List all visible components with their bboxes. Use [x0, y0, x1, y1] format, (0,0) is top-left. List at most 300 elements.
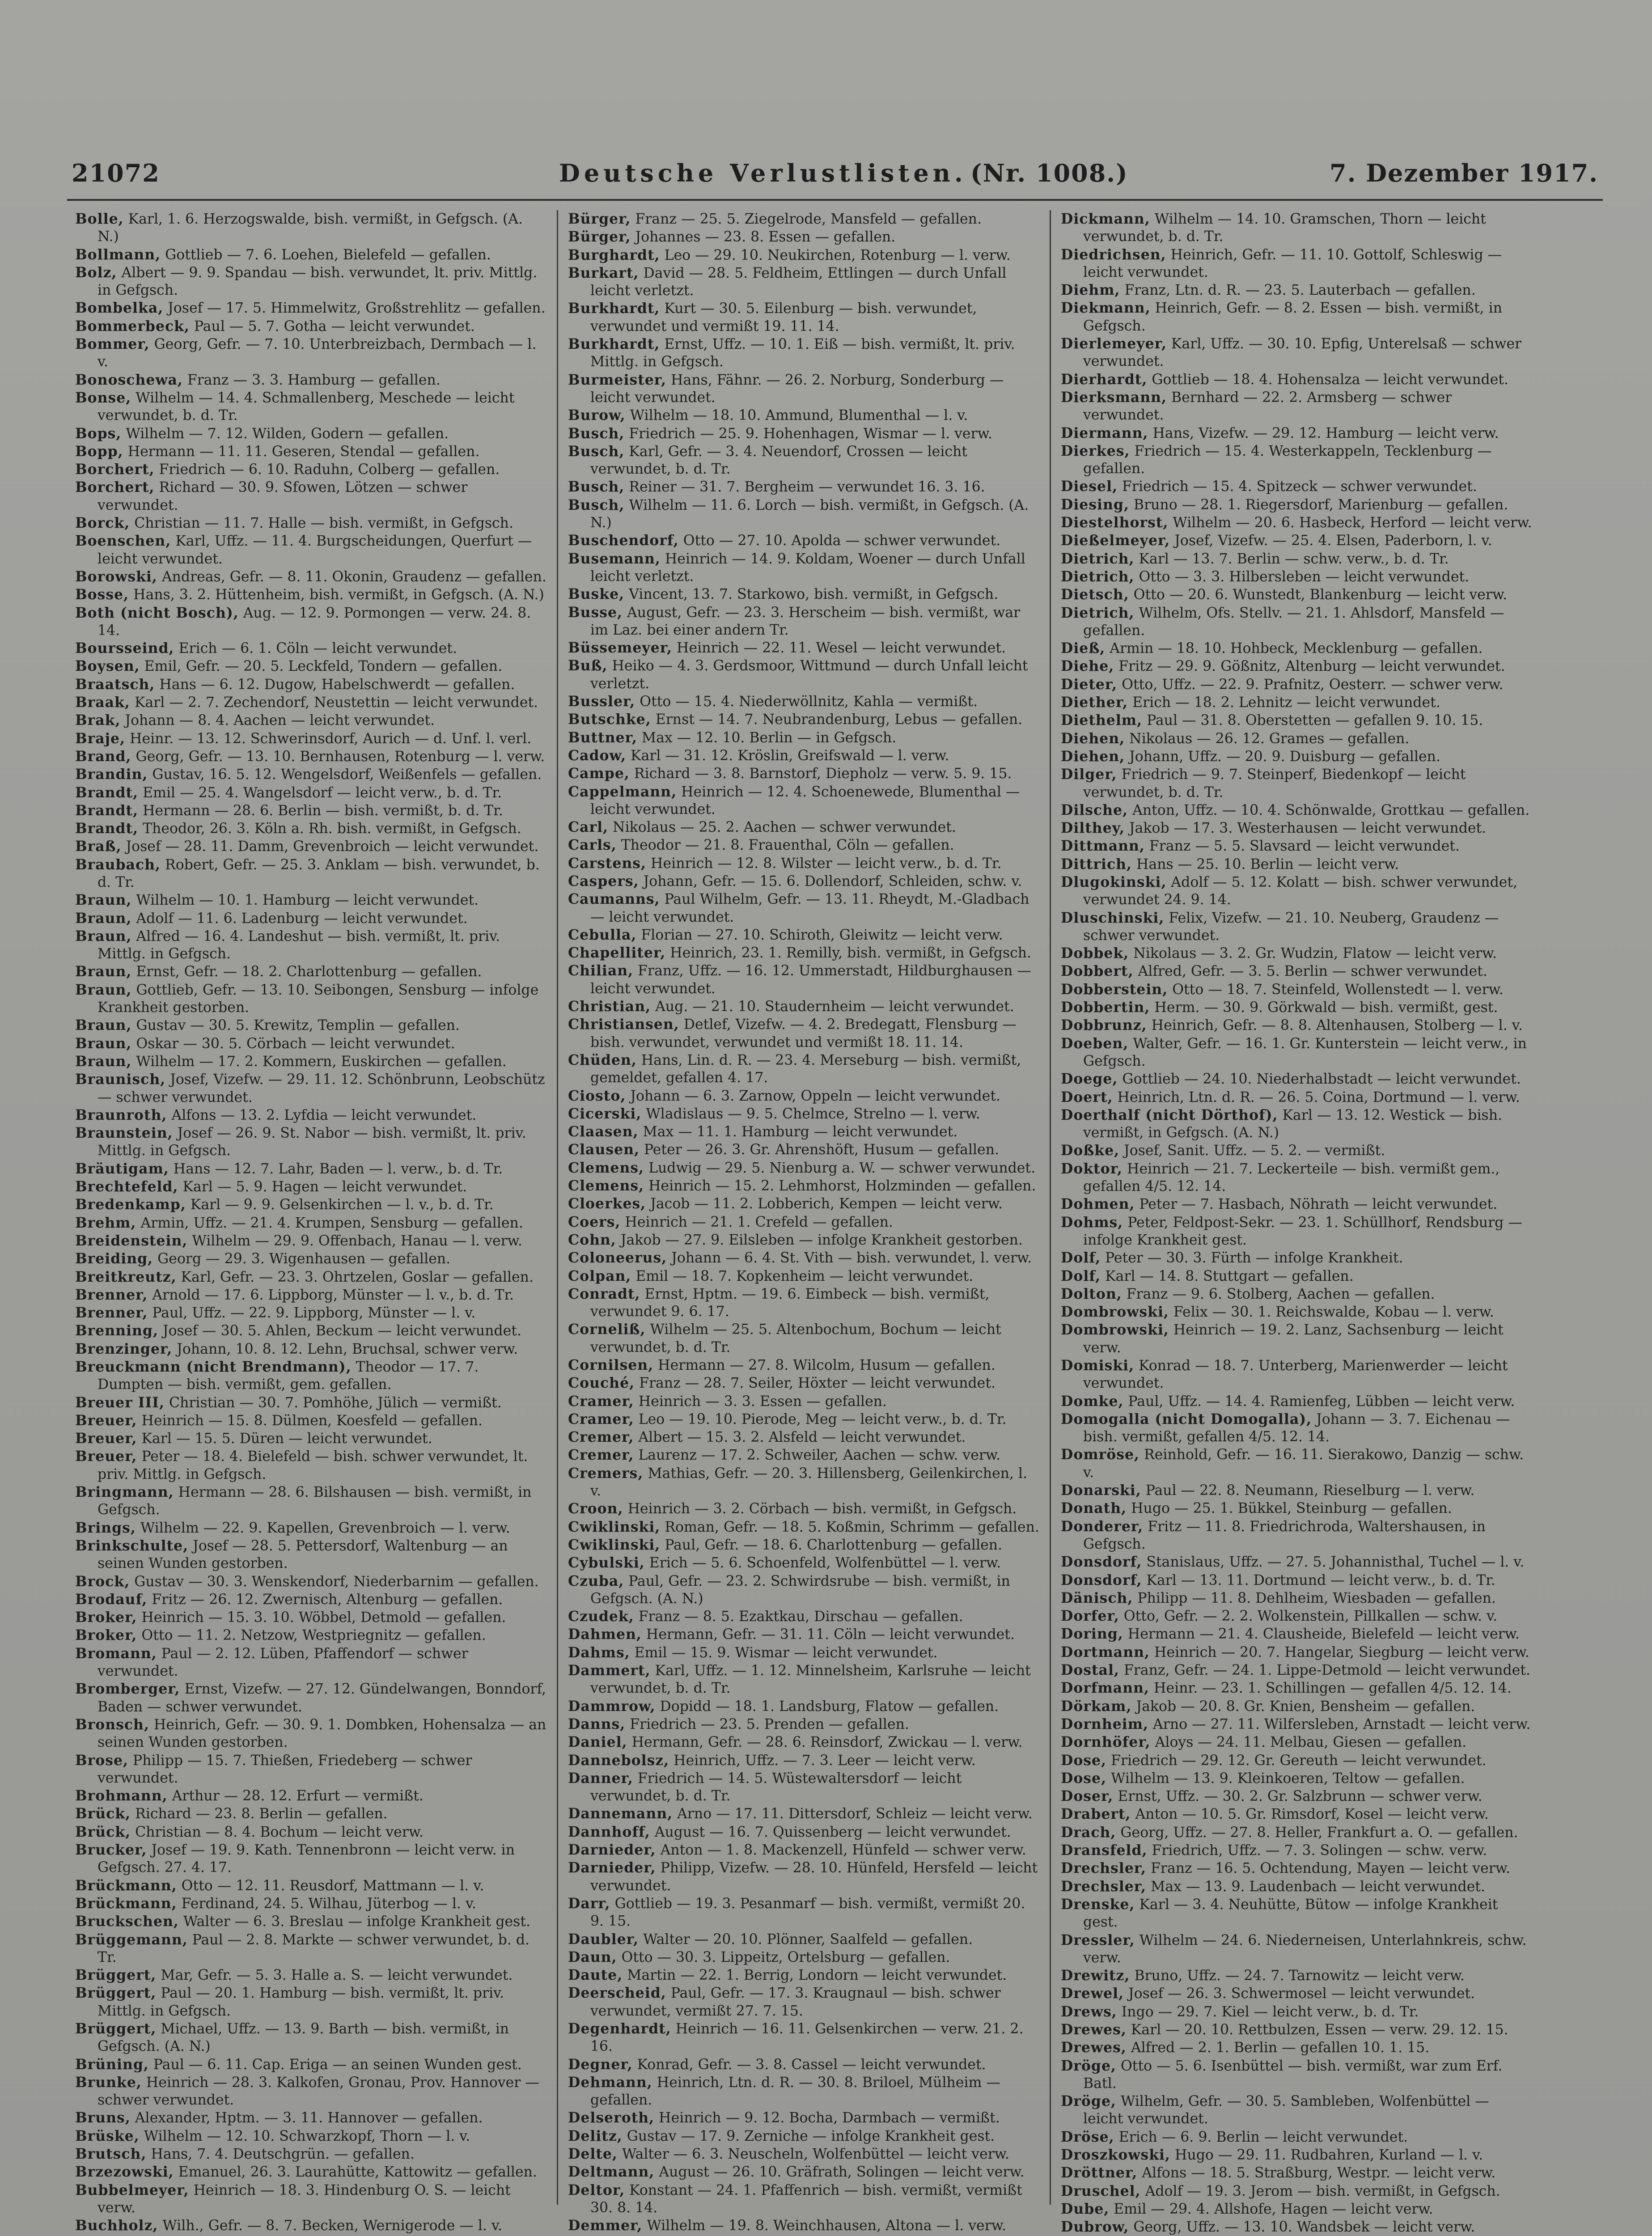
casualty-entry [568, 1518, 1040, 1536]
casualty-entry [568, 1715, 1040, 1733]
entry-surname: Dressler, [1061, 1931, 1135, 1948]
entry-details: Karl — 2. 7. Zechendorf, Neustettin — leicht verwundet. [130, 695, 538, 711]
entry-details: Georg, Gefr. — 7. 10. Unterbreizbach, Dermbach — l. v. [97, 336, 537, 370]
entry-surname: Doert, [1061, 1088, 1113, 1105]
entry-details: Fritz — 29. 9. Gößnitz, Altenburg — leicht verwundet. [1114, 658, 1505, 675]
casualty-entry [1061, 2039, 1533, 2057]
entry-surname: Busch, [568, 496, 625, 513]
casualty-entry [75, 1016, 547, 1034]
issue-date: 7. Dezember 1917. [1330, 159, 1598, 187]
entry-surname: Deerscheid, [568, 1985, 666, 2002]
entry-surname: Darr, [568, 1895, 610, 1912]
entry-details: Oskar — 30. 5. Cörbach — leicht verwundet. [131, 1035, 455, 1052]
entry-details: August, Gefr. — 23. 3. Herscheim — bish. vermißt, war im Laz. bei einer andern Tr. [590, 604, 1021, 638]
entry-details: Leo — 19. 10. Pierode, Meg — leicht verw., b. d. Tr. [634, 1411, 1007, 1427]
casualty-entry [75, 2217, 547, 2235]
entry-details: Friedrich — 23. 5. Prenden — gefallen. [625, 1716, 909, 1732]
entry-surname: Brings, [75, 1519, 136, 1536]
entry-details: Heinrich — 16. 11. Gelsenkirchen — verw. 21. 2. 16. [590, 2020, 1024, 2055]
entry-surname: Dortmann, [1061, 1643, 1150, 1660]
entry-surname: Bolle, [75, 211, 124, 227]
entry-surname: Corneliß, [568, 1321, 646, 1338]
entry-details: Erich — 18. 2. Lehnitz — leicht verwundet. [1128, 695, 1440, 711]
casualty-entry [1061, 1931, 1533, 1967]
entry-details: Hermann — 28. 6. Bilshausen — bish. vermißt, in Gefgsch. [97, 1484, 532, 1518]
entry-details: Walter — 6. 3. Breslau — infolge Krankheit gest. [178, 1914, 531, 1930]
casualty-entry [1061, 532, 1533, 550]
entry-surname: Bronsch, [75, 1716, 149, 1733]
casualty-entry [1061, 1805, 1533, 1823]
casualty-entry [568, 944, 1040, 962]
entry-details: Karl — 31. 12. Kröslin, Greifswald — l. verw. [626, 747, 949, 764]
entry-surname: Dittrich, [1061, 855, 1132, 872]
entry-details: Aloys — 24. 11. Melbau, Giesen — gefallen. [1150, 1734, 1467, 1751]
entry-details: Alfred — 16. 4. Landeshut — bish. vermißt, lt. priv. Mittlg. in Gefgsch. [97, 928, 500, 962]
entry-details: Franz, Uffz. — 16. 12. Ummerstadt, Hildburghausen — leicht verwundet. [590, 963, 1031, 997]
entry-details: Gustav, 16. 5. 12. Wengelsdorf, Weißenfels — gefallen. [148, 767, 542, 783]
entry-surname: Breitkreutz, [75, 1268, 177, 1285]
entry-details: Aug. — 21. 10. Staudernheim — leicht verwundet. [651, 999, 1014, 1015]
entry-details: Hermann — 27. 8. Wilcolm, Husum — gefallen. [653, 1357, 995, 1373]
entry-details: Hans — 12. 7. Lahr, Baden — l. verw., b. d. Tr. [169, 1160, 503, 1177]
casualty-entry [568, 1859, 1040, 1895]
entry-details: Otto — 20. 6. Wunstedt, Blankenburg — leicht verw. [1129, 587, 1508, 603]
entry-surname: Dilthey, [1061, 820, 1125, 837]
entry-surname: Dänisch, [1061, 1589, 1133, 1606]
entry-details: Hans — 25. 10. Berlin — leicht verw. [1132, 856, 1399, 872]
entry-details: Reiner — 31. 7. Bergheim — verwundet 16. 3. 16. [624, 479, 985, 495]
entry-surname: Busch, [568, 443, 625, 460]
casualty-entry [568, 585, 1040, 603]
casualty-entry [1061, 1249, 1533, 1267]
casualty-entry [75, 1304, 547, 1322]
entry-details: David — 28. 5. Feldheim, Ettlingen — durch Unfall leicht verletzt. [590, 265, 1007, 299]
casualty-entry [568, 926, 1040, 944]
entry-surname: Czuba, [568, 1572, 624, 1589]
entry-surname: Dluschinski, [1061, 909, 1165, 926]
casualty-entry [75, 1823, 547, 1841]
entry-surname: Cwiklinski, [568, 1518, 661, 1535]
entry-details: Wilhelm — 17. 2. Kommern, Euskirchen — gefallen. [131, 1053, 507, 1070]
entry-details: Max — 12. 10. Berlin — in Gefgsch. [637, 729, 897, 746]
casualty-entry [568, 1231, 1040, 1249]
entry-surname: Ciosto, [568, 1087, 626, 1104]
entry-details: Ernst, Uffz. — 10. 1. Eiß — bish. vermißt, lt. priv. Mittlg. in Gefgsch. [590, 336, 1015, 370]
entry-details: Josef — 26. 3. Schwermosel — leicht verwundet. [1124, 1986, 1475, 2002]
casualty-entry [568, 639, 1040, 657]
entry-details: Arno — 27. 11. Wilfersleben, Arnstadt — leicht verw. [1148, 1716, 1531, 1732]
entry-surname: Cramer, [568, 1410, 634, 1427]
entry-details: Otto — 3. 3. Hilbersleben — leicht verwundet. [1134, 568, 1470, 585]
entry-surname: Dießelmeyer, [1061, 532, 1170, 549]
casualty-entry [1061, 2092, 1533, 2128]
entry-details: Georg, Uffz. — 27. 8. Heller, Frankfurt a. O. — gefallen. [1116, 1824, 1518, 1841]
entry-surname: Brüning, [75, 2056, 149, 2073]
entry-details: Ernst, Hptm. — 19. 6. Eimbeck — bish. vermißt, verwundet 9. 6. 17. [590, 1286, 990, 1320]
casualty-entry [1061, 748, 1533, 766]
entry-details: Karl — 3. 4. Neuhütte, Bütow — infolge Krankheit gest. [1083, 1896, 1498, 1931]
entry-surname: Cwiklinski, [568, 1536, 661, 1553]
casualty-entry [75, 443, 547, 461]
casualty-entry [568, 1177, 1040, 1195]
casualty-entry [1061, 550, 1533, 568]
entry-details: Karl — 13. 11. Dortmund — leicht verw., b. d. Tr. [1142, 1572, 1495, 1588]
entry-details: Nikolaus — 3. 2. Gr. Wudzin, Flatow — leicht verw. [1129, 945, 1497, 962]
casualty-entry [568, 1213, 1040, 1231]
casualty-entry [75, 1124, 547, 1160]
entry-details: Heinrich — 9. 12. Bocha, Darmbach — vermißt. [654, 2110, 1000, 2126]
casualty-entry [1061, 1303, 1533, 1321]
entry-details: Karl — 9. 9. Gelsenkirchen — l. v., b. d. Tr. [186, 1197, 494, 1213]
casualty-entry [75, 1877, 547, 1895]
entry-details: Karl, Gefr. — 3. 4. Neuendorf, Crossen — leicht verwundet, b. d. Tr. [590, 443, 967, 478]
entry-surname: Dietrich, [1061, 568, 1135, 585]
entry-surname: Brück, [75, 1823, 131, 1840]
casualty-entry [75, 784, 547, 802]
entry-details: Heinrich — 19. 2. Lanz, Sachsenburg — leicht verw. [1083, 1322, 1504, 1356]
entry-details: Bernhard — 22. 2. Armsberg — schwer verwundet. [1083, 389, 1452, 423]
entry-surname: Donsdorf, [1061, 1571, 1142, 1588]
entry-details: Georg, Gefr. — 13. 10. Bernhausen, Rotenburg — l. verw. [131, 748, 545, 765]
entry-surname: Braje, [75, 730, 126, 747]
entry-details: Richard — 30. 9. Sfowen, Lötzen — schwer verwundet. [97, 479, 468, 513]
entry-surname: Drach, [1061, 1824, 1116, 1841]
entry-details: Alexander, Hptm. — 3. 11. Hannover — gefallen. [130, 2110, 483, 2126]
entry-details: Alfons — 13. 2. Lyfdia — leicht verwundet. [167, 1107, 477, 1123]
entry-surname: Bussler, [568, 693, 635, 710]
entry-details: Paul, Uffz. — 14. 4. Ramienfeg, Lübben — leicht verw. [1123, 1393, 1515, 1410]
entry-details: Heinrich — 18. 3. Hindenburg O. S. — leicht verw. [97, 2182, 511, 2216]
casualty-entry [568, 1249, 1040, 1267]
casualty-entry [1061, 801, 1533, 819]
entry-surname: Braunroth, [75, 1106, 167, 1123]
entry-details: Ernst — 14. 7. Neubrandenburg, Lebus — gefallen. [651, 711, 1023, 728]
entry-surname: Brandt, [75, 820, 139, 837]
casualty-entry [75, 1626, 547, 1644]
casualty-entry [568, 1752, 1040, 1770]
casualty-entry [75, 1841, 547, 1877]
casualty-entry [75, 246, 547, 264]
page-header [72, 159, 1598, 195]
casualty-entry [568, 1446, 1040, 1464]
casualty-entry [1061, 1070, 1533, 1088]
entry-surname: Dobberstein, [1061, 981, 1168, 998]
entry-details: Wilhelm — 22. 9. Kapellen, Grevenbroich — l. verw. [136, 1520, 510, 1536]
casualty-entry [75, 264, 547, 300]
entry-surname: Diehen, [1061, 748, 1125, 765]
casualty-entry [75, 2056, 547, 2074]
entry-details: Franz — 16. 5. Ochtendung, Mayen — leicht verw. [1146, 1860, 1511, 1877]
entry-details: Heiko — 4. 3. Gerdsmoor, Wittmund — durch Unfall leicht verletzt. [590, 658, 1028, 692]
entry-surname: Deltmann, [568, 2164, 655, 2181]
entry-details: Hugo — 25. 1. Bükkel, Steinburg — gefallen. [1127, 1500, 1452, 1517]
entry-surname: Brenner, [75, 1304, 148, 1321]
entry-surname: Diether, [1061, 694, 1128, 711]
entry-surname: Coloneerus, [568, 1249, 667, 1266]
entry-surname: Brenning, [75, 1322, 158, 1339]
entry-details: Heinrich — 3. 3. Essen — gefallen. [634, 1393, 887, 1410]
casualty-entry [568, 210, 1040, 228]
casualty-entry [75, 802, 547, 820]
casualty-entry [568, 1823, 1040, 1841]
casualty-entry [568, 1554, 1040, 1572]
casualty-column-1 [75, 210, 547, 2234]
entry-surname: Clemens, [568, 1159, 644, 1176]
casualty-entry [568, 1966, 1040, 1984]
casualty-entry [1061, 873, 1533, 909]
entry-surname: Clemens, [568, 1177, 644, 1194]
entry-details: Franz — 28. 7. Seiler, Höxter — leicht verwundet. [635, 1375, 995, 1392]
entry-details: Albert — 15. 3. 2. Alsfeld — leicht verwundet. [634, 1429, 966, 1446]
entry-details: Paul — 31. 8. Oberstetten — gefallen 9. 10. 15. [1142, 712, 1483, 729]
casualty-entry [75, 335, 547, 371]
entry-details: Max — 13. 9. Laudenbach — leicht verwundet. [1146, 1878, 1485, 1895]
casualty-entry [568, 1984, 1040, 2020]
entry-surname: Braubach, [75, 856, 161, 873]
entry-details: Otto — 5. 6. Isenbüttel — bish. vermißt, war zum Erf. Batl. [1083, 2058, 1503, 2092]
entry-details: Paul, Uffz. — 22. 9. Lippborg, Münster — l. v. [148, 1305, 476, 1321]
entry-details: Josef, Sanit. Uffz. — 5. 2. — vermißt. [1119, 1143, 1385, 1159]
entry-details: Otto — 18. 7. Steinfeld, Wollenstedt — l. verw. [1168, 981, 1504, 998]
casualty-entry [75, 2074, 547, 2109]
casualty-entry [75, 1053, 547, 1071]
entry-surname: Demmer, [568, 2217, 643, 2234]
entry-surname: Domke, [1061, 1393, 1124, 1410]
casualty-entry [75, 1071, 547, 1106]
entry-surname: Bonoschewa, [75, 371, 183, 388]
entry-surname: Brandin, [75, 766, 148, 783]
entry-surname: Brüggert, [75, 2020, 157, 2037]
entry-details: August — 26. 10. Gräfrath, Solingen — leicht verw. [654, 2164, 1025, 2181]
entry-surname: Cebulla, [568, 926, 637, 943]
entry-surname: Chilian, [568, 962, 634, 979]
entry-surname: Buschendorf, [568, 532, 679, 549]
entry-details: Robert, Gefr. — 25. 3. Anklam — bish. verwundet, b. d. Tr. [97, 856, 540, 890]
entry-surname: Dombrowski, [1061, 1321, 1169, 1338]
entry-details: Otto, Uffz. — 22. 9. Prafnitz, Oesterr. — schwer verw. [1117, 676, 1504, 693]
entry-details: Heinrich, Gefr. — 30. 9. 1. Dombken, Hohensalza — an seinen Wunden gestorben. [97, 1716, 546, 1751]
entry-surname: Dohmen, [1061, 1196, 1135, 1213]
entry-surname: Colpan, [568, 1267, 631, 1284]
entry-details: Gottlieb, Gefr. — 13. 10. Seibongen, Sensburg — infolge Krankheit gestorben. [97, 982, 539, 1016]
casualty-entry [1061, 1698, 1533, 1715]
casualty-entry [75, 604, 547, 640]
entry-details: Gustav — 30. 5. Krewitz, Templin — gefallen. [131, 1017, 460, 1034]
casualty-entry [75, 2109, 547, 2127]
entry-details: Adolf — 5. 12. Kolatt — bish. schwer verwundet, verwundet 24. 9. 14. [1083, 874, 1518, 908]
entry-details: Josef, Vizefw. — 25. 4. Elsen, Paderborn, l. v. [1170, 533, 1492, 549]
entry-surname: Dolton, [1061, 1285, 1122, 1302]
casualty-entry [1061, 1357, 1533, 1393]
casualty-entry [75, 532, 547, 568]
entry-surname: Diehe, [1061, 658, 1114, 675]
entry-details: Otto — 11. 2. Netzow, Westpriegnitz — gefallen. [137, 1627, 486, 1644]
casualty-entry [1061, 2164, 1533, 2182]
casualty-entry [1061, 2200, 1533, 2218]
entry-details: Walter, Gefr. — 16. 1. Gr. Kunterstein — leicht verw., in Gefgsch. [1083, 1035, 1527, 1069]
casualty-entry [568, 1500, 1040, 1518]
entry-details: Josef — 19. 9. Kath. Tennenbronn — leicht verw. in Gefgsch. 27. 4. 17. [97, 1842, 515, 1876]
entry-details: Karl — 13. 12. Westick — bish. vermißt, in Gefgsch. (A. N.) [1083, 1107, 1503, 1141]
entry-details: Jakob — 20. 8. Gr. Knien, Bensheim — gefallen. [1131, 1698, 1475, 1715]
entry-surname: Bommerbeck, [75, 318, 190, 335]
entry-details: Karl — 5. 9. Hagen — leicht verwundet. [178, 1179, 467, 1195]
entry-details: Anton, Uffz. — 10. 4. Schönwalde, Grottkau — gefallen. [1128, 802, 1530, 818]
entry-surname: Donarski, [1061, 1482, 1141, 1499]
entry-details: Walter — 6. 3. Neuscheln, Wolfenbüttel — leicht verw. [617, 2146, 1010, 2163]
entry-surname: Borowski, [75, 568, 157, 585]
entry-surname: Bommer, [75, 336, 150, 353]
casualty-entry [1061, 694, 1533, 711]
casualty-entry [568, 1698, 1040, 1715]
casualty-entry [75, 1966, 547, 1984]
entry-surname: Delitz, [568, 2127, 623, 2144]
casualty-entry [568, 998, 1040, 1016]
casualty-entry [75, 748, 547, 766]
casualty-entry [1061, 2218, 1533, 2236]
casualty-entry [1061, 1321, 1533, 1357]
entry-details: Hans, 7. 4. Deutschgrün. — gefallen. [146, 2146, 415, 2163]
casualty-entry [1061, 246, 1533, 282]
casualty-entry [75, 1573, 547, 1591]
entry-details: Peter — 7. Hasbach, Nöhrath — leicht verwundet. [1135, 1196, 1498, 1213]
entry-surname: Daute, [568, 1967, 623, 1984]
entry-details: Heinrich, 23. 1. Remilly, bish. vermißt, in Gefgsch. [665, 945, 1032, 961]
casualty-entry [1061, 1842, 1533, 1859]
entry-surname: Bosse, [75, 586, 129, 603]
casualty-entry [75, 910, 547, 927]
entry-details: Felix, Vizefw. — 21. 10. Neuberg, Graudenz — schwer verwundet. [1083, 910, 1499, 944]
entry-details: Felix — 30. 1. Reichswalde, Kobau — l. verw. [1169, 1304, 1494, 1321]
casualty-entry [568, 407, 1040, 424]
entry-surname: Brehm, [75, 1214, 136, 1231]
entry-surname: Drechsler, [1061, 1860, 1147, 1877]
entry-details: Karl — 15. 5. Düren — leicht verwundet. [137, 1431, 432, 1447]
entry-details: Wilhelm — 24. 6. Niederneisen, Unterlahnkreis, schw. verw. [1083, 1932, 1527, 1966]
entry-surname: Coers, [568, 1213, 621, 1230]
entry-surname: Breuer, [75, 1448, 137, 1465]
casualty-entry [1061, 1518, 1533, 1554]
casualty-entry [75, 1787, 547, 1805]
entry-surname: Braatsch, [75, 676, 155, 693]
entry-details: Gottlieb — 18. 4. Hohensalza — leicht verwundet. [1147, 371, 1508, 388]
entry-details: Hans — 6. 12. Dugow, Habelschwerdt — gefallen. [155, 676, 515, 693]
entry-details: Josef — 28. 11. Damm, Grevenbroich — leicht verwundet. [121, 838, 539, 855]
entry-details: Heinrich — 21. 7. Leckerteile — bish. vermißt gem., gefallen 4/5. 12. 14. [1083, 1160, 1500, 1195]
entry-details: Wilhelm — 19. 8. Weinchhausen, Altona — l. verw. [642, 2218, 1006, 2234]
entry-surname: Brandt, [75, 802, 139, 819]
entry-details: Karl, Gefr. — 23. 3. Ohrtzelen, Goslar — gefallen. [176, 1269, 534, 1285]
entry-surname: Brinkschulte, [75, 1537, 189, 1554]
entry-details: Theodor — 17. 7. Dumpten — bish. vermißt, gem. gefallen. [97, 1359, 479, 1393]
casualty-entry [1061, 1088, 1533, 1106]
casualty-entry [75, 2127, 547, 2145]
casualty-entry [1061, 981, 1533, 999]
casualty-entry [75, 2145, 547, 2163]
casualty-entry [568, 1051, 1040, 1087]
entry-surname: Cremer, [568, 1429, 634, 1446]
entry-details: Hugo — 29. 11. Rudbahren, Kurland — l. v. [1170, 2147, 1483, 2164]
entry-details: Karl — 20. 10. Rettbulzen, Essen — verw. 29. 12. 15. [1126, 2021, 1508, 2038]
entry-details: Michael, Uffz. — 13. 9. Barth — bish. vermißt, in Gefgsch. (A. N.) [97, 2020, 509, 2055]
page-number: 21072 [72, 159, 160, 187]
casualty-entry [1061, 999, 1533, 1016]
entry-details: Heinrich, Gefr. — 11. 10. Gottolf, Schleswig — leicht verwundet. [1083, 246, 1502, 280]
casualty-entry [1061, 676, 1533, 694]
entry-surname: Dröse, [1061, 2128, 1114, 2145]
entry-surname: Busse, [568, 604, 623, 621]
entry-details: Armin — 18. 10. Hohbeck, Mecklenburg — gefallen. [1105, 640, 1483, 657]
entry-details: Heinrich — 15. 8. Dülmen, Koesfeld — gefallen. [137, 1412, 483, 1429]
entry-surname: Braun, [75, 1017, 132, 1034]
entry-details: Paul — 2. 8. Markte — schwer verwundet, b. d. Tr. [97, 1931, 529, 1965]
column-divider [557, 210, 558, 2205]
entry-surname: Dorfmann, [1061, 1680, 1149, 1697]
entry-details: Heinrich — 14. 9. Koldam, Woener — durch Unfall leicht verletzt. [590, 551, 1025, 584]
casualty-entry [568, 1805, 1040, 1823]
casualty-entry [75, 299, 547, 317]
entry-surname: Diesing, [1061, 496, 1129, 513]
entry-surname: Broker, [75, 1609, 137, 1626]
entry-surname: Christian, [568, 998, 651, 1015]
entry-details: Konrad, Gefr. — 3. 8. Cassel — leicht verwundet. [632, 2056, 986, 2073]
entry-surname: Dolf, [1061, 1249, 1101, 1266]
entry-surname: Breuer, [75, 1430, 137, 1447]
entry-details: Paul, Gefr. — 17. 3. Kraugnaul — bish. schwer verwundet, vermißt 27. 7. 15. [590, 1985, 1001, 2019]
entry-details: Philipp — 15. 7. Thießen, Friedeberg — schwer verwundet. [97, 1752, 472, 1786]
casualty-entry [568, 2127, 1040, 2145]
casualty-entry [568, 1105, 1040, 1123]
entry-surname: Butschke, [568, 711, 651, 728]
entry-details: Alfons — 18. 5. Straßburg, Westpr. — leicht verw. [1137, 2165, 1496, 2181]
entry-surname: Campe, [568, 765, 630, 782]
casualty-entry [75, 963, 547, 981]
entry-details: Ernst, Uffz. — 30. 2. Gr. Salzbrunn — schwer verw. [1113, 1788, 1483, 1805]
casualty-column-3 [1061, 210, 1533, 2236]
entry-details: Theodor — 21. 8. Frauenthal, Cöln — gefallen. [616, 837, 954, 854]
casualty-entry [568, 1931, 1040, 1948]
entry-surname: Buske, [568, 586, 625, 603]
entry-surname: Bromann, [75, 1645, 157, 1662]
casualty-entry [75, 1645, 547, 1681]
entry-details: Karl, Uffz. — 1. 12. Minnelsheim, Karlsruhe — leicht verwundet, b. d. Tr. [590, 1663, 1031, 1697]
entry-surname: Boysen, [75, 658, 140, 675]
casualty-entry [1061, 514, 1533, 532]
entry-surname: Dransfeld, [1061, 1842, 1148, 1859]
entry-surname: Clausen, [568, 1141, 640, 1158]
entry-details: Andreas, Gefr. — 8. 11. Okonin, Graudenz — gefallen. [157, 568, 546, 585]
casualty-entry [1061, 1410, 1533, 1446]
entry-details: Gottlieb — 7. 6. Loehen, Bielefeld — gefallen. [161, 246, 491, 263]
entry-surname: Bringmann, [75, 1484, 174, 1501]
entry-details: Otto — 27. 10. Apolda — schwer verwundet. [678, 533, 1001, 549]
casualty-entry [568, 657, 1040, 693]
casualty-entry [568, 2056, 1040, 2074]
entry-surname: Both (nicht Bosch), [75, 604, 239, 621]
entry-surname: Burkhardt, [568, 300, 660, 317]
casualty-entry [1061, 1267, 1533, 1285]
entry-details: Wilhelm — 11. 6. Lorch — bish. vermißt, in Gefgsch. (A. N.) [590, 497, 1029, 531]
casualty-entry [1061, 1643, 1533, 1661]
entry-details: Leo — 29. 10. Neukirchen, Rotenburg — l. verw. [660, 247, 1011, 263]
entry-surname: Dlugokinski, [1061, 873, 1167, 890]
entry-surname: Donath, [1061, 1500, 1127, 1517]
entry-details: Friedrich — 15. 4. Westerkappeln, Tecklenburg — gefallen. [1083, 443, 1492, 477]
entry-details: Wilhelm — 14. 10. Gramschen, Thorn — leicht verwundet, b. d. Tr. [1083, 211, 1486, 245]
entry-details: Roman, Gefr. — 18. 5. Koßmin, Schrimm — gefallen. [660, 1519, 1039, 1535]
casualty-entry [568, 2217, 1040, 2235]
entry-surname: Braak, [75, 694, 130, 711]
